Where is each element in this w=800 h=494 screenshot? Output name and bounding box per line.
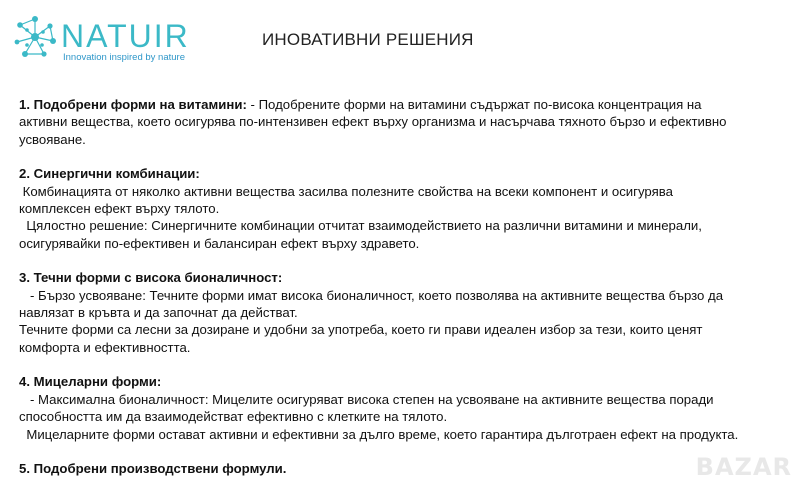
section-text: - Подобрените форми на витамини съдържат по-висока концентрация на — [246, 97, 702, 112]
section-3 — [19, 269, 794, 356]
section-text: Течните форми са лесни за дозиране и удобни за употреба, което ги прави идеален избор за тези, които ценят — [19, 322, 703, 338]
document-body — [19, 96, 794, 494]
section-1 — [19, 96, 794, 148]
molecule-icon — [12, 14, 58, 60]
section-text: Мицеларните форми остават активни и ефективни за дълго време, което гарантира дълготраен ефект на продукта. — [19, 426, 739, 442]
logo-wordmark: NATUIR — [61, 18, 190, 54]
section-text: Комбинацията от няколко активни вещества засилва полезните свойства на всеки компонент и осигурява — [19, 183, 673, 199]
section-heading: 3. Течни форми с висока бионаличност: — [19, 270, 283, 286]
section-heading: 1. Подобрени форми на витамини: — [19, 97, 247, 112]
page-title: ИНОВАТИВНИ РЕШЕНИЯ — [262, 30, 474, 49]
section-heading: 4. Мицеларни форми: — [19, 374, 162, 390]
logo-tagline: Innovation inspired by nature — [63, 52, 185, 63]
section-text: навлязат в кръвта и да започнат да действат. — [19, 305, 298, 321]
section-text: активни вещества, което осигурява по-интензивен ефект върху организма и насърчава тяхното бързо и ефективно — [19, 114, 727, 130]
section-heading: 5. Подобрени производствени формули. — [19, 460, 287, 476]
section-5 — [19, 460, 794, 477]
section-text: - Максимална бионаличност: Мицелите осигуряват висока степен на усвояване на активните вещества поради — [19, 391, 714, 407]
section-text: комфорта и ефективността. — [19, 339, 191, 355]
section-2 — [19, 165, 794, 252]
section-4 — [19, 373, 794, 443]
section-text: - Бързо усвояване: Течните форми имат висока бионаличност, което позволява на активните вещества бързо да — [19, 287, 724, 303]
watermark: BAZAR — [695, 453, 792, 481]
section-text: усвояване. — [19, 131, 86, 147]
section-heading: 2. Синергични комбинации: — [19, 166, 200, 182]
section-text: способността им да взаимодействат ефективно с клетките на тялото. — [19, 409, 448, 425]
brand-logo — [12, 14, 192, 64]
section-text: комплексен ефект върху тялото. — [19, 201, 220, 217]
section-text: Цялостно решение: Синергичните комбинации отчитат взаимодействието на различни витамини и минерали, — [19, 218, 702, 234]
section-text: осигурявайки по-ефективен и балансиран ефект върху здравето. — [19, 235, 420, 251]
